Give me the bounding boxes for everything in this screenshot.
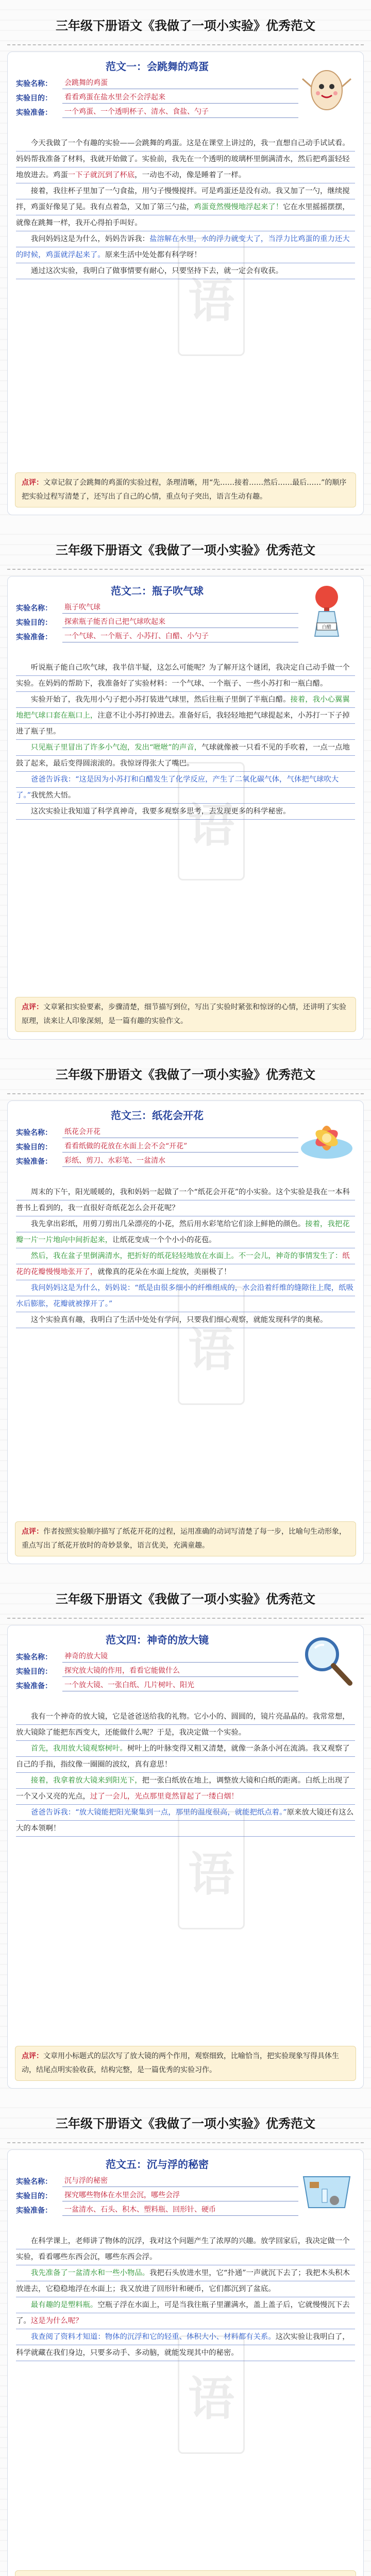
paragraph-segment: 一下子就沉到了杯底	[68, 171, 135, 179]
paragraph-segment: 接着，我把花瓣一片一片地向中间折起来，	[16, 1220, 350, 1244]
paragraph-segment: 我问妈妈这是为什么，妈妈说：	[30, 1284, 135, 1292]
info-value: 一盆清水、石头、积木、塑料瓶、回形针、硬币	[62, 2204, 298, 2216]
info-row	[16, 616, 298, 628]
essay-paragraph	[16, 1312, 355, 1328]
info-row	[16, 92, 298, 104]
essay-body	[16, 660, 355, 820]
paragraph-segment: 原来放大镜还有这么大的本领啊！	[16, 1808, 354, 1833]
card-header	[16, 58, 355, 135]
info-label: 实验目的：	[16, 618, 52, 627]
comment-label: 点评：	[22, 1003, 43, 1011]
info-label: 实验准备：	[16, 108, 52, 117]
paragraph-segment: 这次实验让我知道了科学真神奇，我要多观察多思考，去发现更多的科学秘密。	[30, 807, 291, 816]
info-value: 一个鸡蛋、一个透明杯子、清水、食盐、勺子	[62, 106, 298, 118]
watermark: 语	[178, 2335, 245, 2454]
paragraph-segment: 我恍然大悟。	[30, 791, 76, 800]
paragraph-segment: 通过这次实验，我明白了做事情要有耐心，只要坚持下去，就一定会有收获。	[30, 267, 283, 275]
info-row	[16, 1141, 298, 1153]
info-row	[16, 1155, 298, 1167]
paragraph-segment: 接着，我小心翼翼地把气球口套在瓶口上，	[16, 696, 350, 720]
essay-paragraph	[16, 1280, 355, 1312]
paragraph-segment: 最有趣的是塑料瓶。	[30, 2301, 98, 2309]
paragraph-segment: 首先，我用放大镜观察树叶。	[30, 1744, 127, 1753]
card-header	[16, 2156, 355, 2233]
info-row	[16, 631, 298, 642]
paragraph-segment: 鸡蛋竟然慢慢地浮起来了！	[194, 203, 283, 211]
paragraph-segment: 这次实验让我明白了，科学就藏在我们身边，只要多动手、多动脑，就能发现其中的秘密。	[16, 2333, 350, 2357]
comment-text: 文章记叙了会跳舞的鸡蛋的实验过程，条理清晰，用“先……接着……然后……最后……”的顺序把实验过程写清楚了，还写出了自己的心情，重点句子突出，语言生动有趣。	[22, 479, 347, 501]
watermark: 语	[178, 238, 245, 356]
paragraph-segment: 树叶上的叶脉变得又粗又清楚，就像一条条小河在流淌。我又观察了自己的手指，指纹像一圈圈的波纹，真有意思！	[16, 1744, 350, 1769]
info-row	[16, 106, 298, 118]
info-list	[16, 1126, 298, 1167]
card-header	[16, 583, 355, 660]
essay-paragraph	[16, 1709, 355, 1741]
paragraph-segment: 在科学课上，老师讲了物体的沉浮，我对这个问题产生了浓厚的兴趣。放学回家后，我决定做一个实验，看看哪些东西会沉，哪些东西会浮。	[16, 2237, 350, 2261]
card-header	[16, 1632, 355, 1709]
essay-paragraph	[16, 2233, 355, 2265]
info-label: 实验名称：	[16, 1128, 52, 1137]
essay-paragraph	[16, 1773, 355, 1805]
title-box	[16, 1632, 298, 1694]
paragraph-segment: 只见瓶子里冒出了许多小气泡，发出“咝咝”的声音，	[30, 743, 202, 752]
info-label: 实验目的：	[16, 94, 52, 103]
paragraph-segment: ，一动也不动，像是睡着了一样。	[134, 171, 246, 179]
essay-card	[7, 52, 364, 515]
essay-card	[7, 576, 364, 1040]
info-row	[16, 1680, 298, 1691]
paragraph-segment: 周末的下午，阳光暖暖的，我和妈妈一起做了一个“纸花会开花”的小实验。这个实验是我在一本科普书上看到的，我一直很好奇纸花怎么会开花呢？	[16, 1188, 350, 1212]
paragraph-segment: 气球就像被一只看不见的手吹着，一点一点地鼓了起来，最后变得圆滚滚的。我惊讶得张大了嘴巴。	[16, 743, 350, 768]
info-list	[16, 2175, 298, 2216]
paragraph-segment: 让纸花变成一个个小小的花苞。	[112, 1236, 216, 1244]
essay-body	[16, 1709, 355, 1837]
comment-text: 文章用小标题式的层次写了放大镜的两个作用，观察细致，比喻恰当，把实验现象写得具体生动，结尾点明实验收获，结构完整，是一篇优秀的实验习作。	[22, 2052, 339, 2074]
paragraph-segment: 爸爸告诉我：	[30, 1808, 76, 1817]
card-header	[16, 1107, 355, 1184]
essay-section-5	[0, 2098, 371, 2576]
comment-box	[15, 472, 356, 507]
watermark: 语	[178, 1286, 245, 1405]
paragraph-segment: 爸爸告诉我：	[30, 775, 76, 784]
water-basin-illustration	[298, 2156, 355, 2213]
info-label: 实验目的：	[16, 2192, 52, 2200]
essay-paragraph	[16, 1216, 355, 1248]
info-label: 实验名称：	[16, 604, 52, 613]
essay-paragraph	[16, 183, 355, 231]
info-row	[16, 1665, 298, 1677]
info-value: 彩纸、剪刀、水彩笔、一盆清水	[62, 1155, 298, 1167]
essay-paragraph	[16, 1805, 355, 1837]
info-label: 实验名称：	[16, 79, 52, 88]
info-value: 探索瓶子能否自己把气球吹起来	[62, 616, 298, 628]
comment-box	[15, 997, 356, 1032]
info-value: 神奇的放大镜	[62, 1651, 298, 1663]
paragraph-segment: 纸花的花瓣慢慢地张开了，	[16, 1252, 350, 1276]
paragraph-segment: 我先拿出彩纸，用剪刀剪出几朵漂亮的小花，然后用水彩笔给它们涂上鲜艳的颜色。	[30, 1220, 306, 1228]
info-value: 探究放大镜的作用，看看它能做什么	[62, 1665, 298, 1677]
info-value: 会跳舞的鸡蛋	[62, 77, 298, 89]
paragraph-segment: 注意不让小苏打掉进去。准备好后，我轻轻地把气球提起来，小苏打一下子掉进了瓶子里。	[16, 711, 350, 736]
essay-paragraph	[16, 660, 355, 692]
info-label: 实验名称：	[16, 2177, 52, 2186]
balloon-bottle-illustration	[298, 583, 355, 639]
info-label: 实验准备：	[16, 1157, 52, 1166]
info-value: 一个放大镜、一张白纸、几片树叶、阳光	[62, 1680, 298, 1691]
essay-body	[16, 2233, 355, 2361]
paragraph-segment: “放大镜能把阳光聚集到一点，那里的温度很高，就能把纸点着。”	[75, 1808, 287, 1817]
section-header: 三年级下册语文《我做了一项小实验》优秀范文	[7, 4, 364, 45]
info-list	[16, 602, 298, 642]
watermark: 语	[178, 1811, 245, 1929]
comment-box	[15, 1521, 356, 1556]
info-value: 看看纸做的花放在水面上会不会“开花”	[62, 1141, 298, 1153]
comment-label: 点评：	[22, 2052, 43, 2060]
paragraph-segment: 我把石头放进水里，它“扑通”一声就沉下去了；我把木头积木放进去，它稳稳地浮在水面上；我又放进了回形针和硬币，它们都沉到了盆底。	[16, 2269, 350, 2293]
paragraph-segment: 这是为什么呢？	[30, 2317, 83, 2325]
paragraph-segment: “这是因为小苏打和白醋发生了化学反应，产生了二氧化碳气体，气体把气球吹大了。”	[16, 775, 339, 800]
essay-title: 范文三：纸花会开花	[111, 1109, 204, 1122]
essay-paragraph	[16, 2297, 355, 2329]
essay-section-2	[0, 524, 371, 1049]
paragraph-segment: 我先准备了一盆清水和一些小物品。	[30, 2269, 150, 2277]
essay-paragraph	[16, 263, 355, 279]
info-row	[16, 2175, 298, 2187]
info-value: 看看鸡蛋在盐水里会不会浮起来	[62, 92, 298, 104]
info-label: 实验目的：	[16, 1667, 52, 1676]
paragraph-segment: 物体的沉浮和它的轻重、体积大小、材料都有关系。	[105, 2333, 276, 2341]
info-label: 实验目的：	[16, 1143, 52, 1151]
section-header: 三年级下册语文《我做了一项小实验》优秀范文	[7, 1053, 364, 1094]
watermark: 语	[178, 762, 245, 880]
comment-text: 作者按照实验顺序描写了纸花开花的过程，运用准确的动词写清楚了每一步，比喻句生动形象，重点写出了纸花开放时的奇妙景象，语言优美，充满童趣。	[22, 1528, 346, 1550]
info-value: 沉与浮的秘密	[62, 2175, 298, 2187]
paragraph-segment: 盐溶解在水里，水的浮力就变大了，当浮力比鸡蛋的重力还大的时候，鸡蛋就浮起来了。	[16, 235, 350, 259]
paragraph-segment: 我有一个神奇的放大镜，它是爸爸送给我的礼物。它小小的、圆圆的，镜片亮晶晶的。我常常想，放大镜除了能把东西变大，还能做什么呢？于是，我决定做一个实验。	[16, 1713, 350, 1737]
title-box	[16, 1107, 298, 1170]
paragraph-segment: 听说瓶子能自己吹气球，我半信半疑，这怎么可能呢？为了解开这个谜团，我决定自己动手做一个实验。在妈妈的帮助下，我准备好了实验材料：一个气球、一个瓶子、一些小苏打和一瓶白醋。	[16, 664, 350, 688]
essay-section-4	[0, 1573, 371, 2098]
paragraph-segment: 实验开始了，我先用小勺子把小苏打装进气球里，然后往瓶子里倒了半瓶白醋。	[30, 696, 291, 704]
paragraph-segment: 我问妈妈这是为什么，妈妈告诉我：	[30, 235, 150, 243]
info-row	[16, 77, 298, 89]
info-label: 实验准备：	[16, 2206, 52, 2215]
paragraph-segment: “纸是由很多细小的纤维组成的，水会沿着纤维的缝隙往上爬，纸吸水后膨胀，花瓣就被撑开了。”	[16, 1284, 353, 1308]
essay-section-3	[0, 1049, 371, 1573]
paragraph-segment: 空瓶子浮在水面上，可是当我往瓶子里灌满水，盖上盖子后，它就慢慢沉下去了。	[16, 2301, 350, 2325]
paragraph-segment: 就像真的花朵在水面上绽放，美丽极了！	[97, 1268, 231, 1276]
info-list	[16, 1651, 298, 1691]
comment-box	[15, 2046, 356, 2081]
paragraph-segment: 接着，我往杯子里加了一勺食盐，用勺子慢慢搅拌。可是鸡蛋还是没有动。我又加了一勺，继续搅拌，鸡蛋好像晃了晃。我有点着急，又加了第三勺盐，	[16, 187, 350, 211]
essay-card	[7, 2149, 364, 2576]
title-box	[16, 58, 298, 121]
essay-paragraph	[16, 2265, 355, 2297]
info-value: 探究哪些物体在水里会沉，哪些会浮	[62, 2190, 298, 2201]
essay-paragraph	[16, 2329, 355, 2361]
info-label: 实验准备：	[16, 633, 52, 641]
paragraph-segment: 然后，我在盆子里倒满清水，把折好的纸花轻轻地放在水面上。不一会儿，神奇的事情发生了：	[30, 1252, 343, 1260]
title-box	[16, 583, 298, 645]
info-value: 瓶子吹气球	[62, 602, 298, 614]
essay-body	[16, 1184, 355, 1328]
essay-card	[7, 1100, 364, 1564]
essay-section-1	[0, 0, 371, 524]
magnifier-illustration	[298, 1632, 355, 1688]
essay-title: 范文五：沉与浮的秘密	[106, 2158, 209, 2171]
paper-flower-illustration	[298, 1107, 355, 1164]
comment-box	[15, 2570, 356, 2576]
info-label: 实验准备：	[16, 1682, 52, 1690]
essay-paragraph	[16, 1184, 355, 1216]
essay-paragraph	[16, 692, 355, 740]
info-value: 纸花会开花	[62, 1126, 298, 1138]
essay-paragraph	[16, 1741, 355, 1773]
title-box	[16, 2156, 298, 2218]
paragraph-segment: 过了一会儿，光点那里竟然冒起了一缕白烟！	[90, 1792, 239, 1801]
essay-title: 范文四：神奇的放大镜	[106, 1634, 209, 1646]
essay-paragraph	[16, 135, 355, 183]
comment-label: 点评：	[22, 1528, 43, 1536]
essay-paragraph	[16, 772, 355, 804]
paragraph-segment: 今天我做了一个有趣的实验——会跳舞的鸡蛋。这是在课堂上讲过的，我一直想自己动手试试看。妈妈帮我准备了材料，我就开始做了。实验前，我先在一个透明的玻璃杯里倒满清水，然后把鸡蛋轻轻地放进去。鸡蛋	[16, 139, 350, 179]
paragraph-segment: 把一张白纸放在地上，调整放大镜和白纸的距离。白纸上出现了一个又小又亮的光点，	[16, 1776, 350, 1801]
egg-character-illustration	[298, 58, 355, 115]
section-header: 三年级下册语文《我做了一项小实验》优秀范文	[7, 529, 364, 570]
comment-text: 文章紧扣实验要素，步骤清楚，细节描写到位，写出了实验时紧张和惊讶的心情，还讲明了实验原理，读来让人印象深刻，是一篇有趣的实验作文。	[22, 1003, 346, 1025]
essay-body	[16, 135, 355, 279]
info-value: 一个气球、一个瓶子、小苏打、白醋、小勺子	[62, 631, 298, 642]
info-row	[16, 1126, 298, 1138]
essay-paragraph	[16, 1248, 355, 1280]
info-row	[16, 602, 298, 614]
svg-text:白醋: 白醋	[322, 625, 332, 630]
section-header: 三年级下册语文《我做了一项小实验》优秀范文	[7, 1578, 364, 1619]
info-row	[16, 2204, 298, 2216]
info-row	[16, 2190, 298, 2201]
essay-paragraph	[16, 231, 355, 263]
paragraph-segment: 我查阅了资料才知道：	[30, 2333, 105, 2341]
section-header: 三年级下册语文《我做了一项小实验》优秀范文	[7, 2102, 364, 2143]
info-label: 实验名称：	[16, 1653, 52, 1662]
paragraph-segment: 原来生活中处处都有科学呀！	[105, 251, 201, 259]
paragraph-segment: 这个实验真有趣，我明白了生活中处处有学问，只要我们细心观察，就能发现科学的奥秘。	[30, 1316, 328, 1324]
paragraph-segment: 接着，我拿着放大镜来到阳光下，	[30, 1776, 142, 1785]
essay-title: 范文二：瓶子吹气球	[111, 585, 204, 597]
info-list	[16, 77, 298, 118]
info-row	[16, 1651, 298, 1663]
paragraph-segment: 它在水里摇摇摆摆，就像在跳舞一样，我开心得拍手叫好。	[16, 203, 350, 227]
essay-card	[7, 1625, 364, 2089]
essay-paragraph	[16, 804, 355, 820]
comment-label: 点评：	[22, 479, 43, 487]
essay-paragraph	[16, 740, 355, 772]
essay-title: 范文一：会跳舞的鸡蛋	[106, 60, 209, 73]
